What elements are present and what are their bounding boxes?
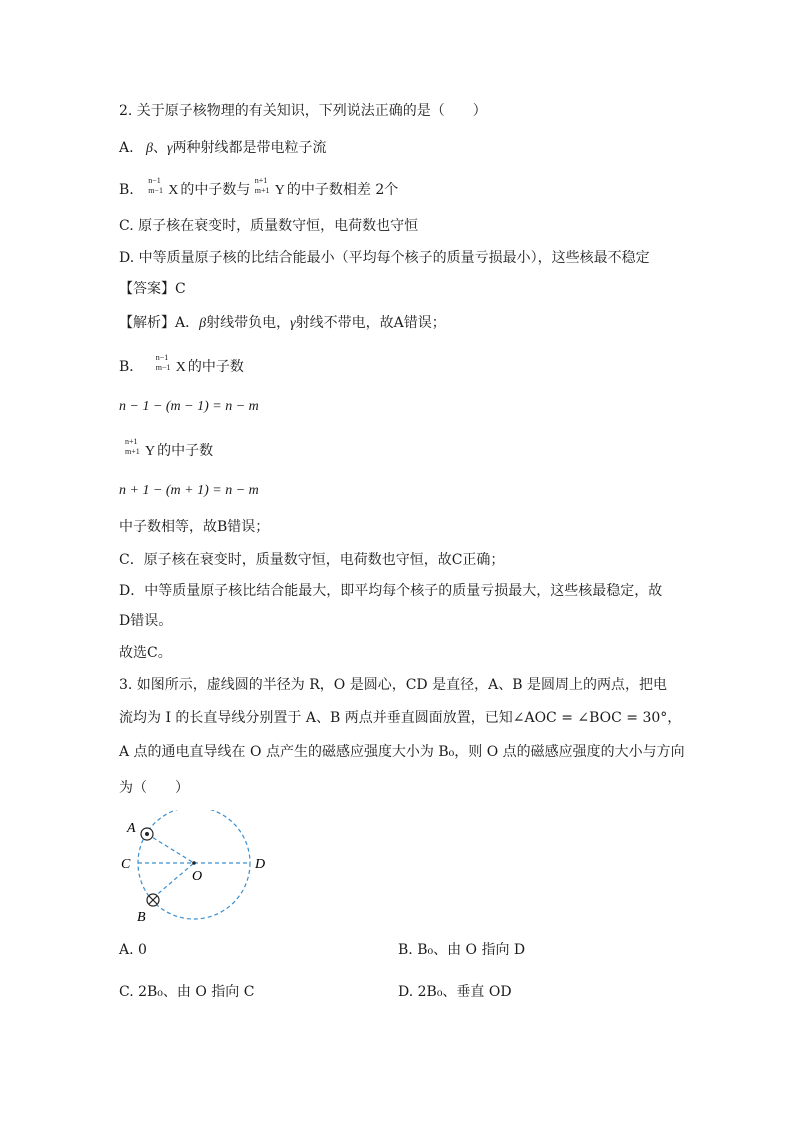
analysis-d-line1: D．中等质量原子核比结合能最大，即平均每个核子的质量亏损最大，这些核最稳定，故 bbox=[119, 583, 663, 599]
q3-option-b: B. B₀、由 O 指向 D bbox=[398, 942, 526, 958]
q2-option-a-label: A. bbox=[119, 140, 134, 156]
radius-oa bbox=[147, 834, 194, 863]
beta-symbol: β bbox=[199, 316, 207, 331]
q3-figure bbox=[115, 810, 280, 925]
analysis-y-tail: 的中子数 bbox=[157, 443, 214, 459]
nuclide-x-charge: m−1 bbox=[155, 363, 171, 372]
label-c: C bbox=[121, 857, 131, 872]
q2-option-a bbox=[119, 138, 327, 159]
analysis-b-conclusion: 中子数相等，故B错误； bbox=[119, 519, 270, 535]
nuclide-x bbox=[148, 176, 179, 201]
label-a: A bbox=[127, 821, 136, 836]
nuclide-x-mass: n−1 bbox=[148, 176, 161, 185]
q2-option-b-mid: 的中子数与 bbox=[180, 182, 251, 198]
q3-stem-line4: 为（ ） bbox=[119, 780, 189, 796]
q3-stem-line3: A 点的通电直导线在 O 点产生的磁感应强度大小为 B₀，则 O 点的磁感应强度的大小与方向 bbox=[119, 744, 685, 760]
nuclide-y-symbol: Y bbox=[145, 444, 156, 459]
nuclide-y-charge: m+1 bbox=[254, 186, 270, 195]
analysis-prefix: 【解析】A． bbox=[119, 315, 200, 331]
nuclide-y-charge: m+1 bbox=[125, 447, 140, 456]
nuclide-x-symbol: X bbox=[168, 183, 179, 198]
analysis-x-tail: 的中子数 bbox=[187, 359, 244, 375]
q2-analysis-a bbox=[119, 313, 446, 334]
analysis-a-tail: 射线不带电，故A错误； bbox=[295, 315, 446, 331]
q2-option-d: D. 中等质量原子核的比结合能最小（平均每个核子的质量亏损最小），这些核最不稳定 bbox=[119, 250, 650, 266]
label-d: D bbox=[255, 857, 266, 872]
radius-ob bbox=[153, 863, 194, 898]
nuclide-y-mass: n+1 bbox=[125, 437, 138, 446]
q2-option-b bbox=[119, 176, 399, 201]
nuclide-x-charge: m−1 bbox=[148, 186, 163, 195]
nuclide-y bbox=[254, 176, 285, 201]
q2-stem: 2. 关于原子核物理的有关知识，下列说法正确的是（ ） bbox=[119, 103, 487, 119]
q2-option-a-text: 两种射线都是带电粒子流 bbox=[172, 140, 327, 156]
label-b: B bbox=[137, 910, 146, 925]
q3-stem-line2: 流均为 I 的长直导线分别置于 A、B 两点并垂直圆面放置，已知∠AOC = ∠BOC = 30°， bbox=[119, 710, 682, 726]
q3-option-c: C. 2B₀、由 O 指向 C bbox=[119, 984, 255, 1000]
equation-x-neutrons: n − 1 − (m − 1) = n − m bbox=[119, 399, 259, 414]
q3-option-d: D. 2B₀、垂直 OD bbox=[398, 984, 512, 1000]
gamma-symbol: γ bbox=[167, 141, 173, 156]
current-in-icon bbox=[147, 894, 159, 906]
analysis-choose: 故选C。 bbox=[119, 645, 172, 661]
q2-answer: 【答案】C bbox=[119, 281, 186, 297]
analysis-b-label: B． bbox=[119, 359, 144, 375]
q2-analysis-b-x bbox=[119, 353, 244, 378]
center-dot bbox=[192, 861, 196, 865]
separator: 、 bbox=[153, 140, 167, 156]
beta-symbol: β bbox=[146, 141, 153, 156]
equation-y-neutrons: n + 1 − (m + 1) = n − m bbox=[119, 483, 259, 498]
nuclide-y-mass: n+1 bbox=[254, 176, 268, 185]
gamma-symbol: γ bbox=[290, 316, 296, 331]
q3-stem-line1: 3. 如图所示，虚线圆的半径为 R，O 是圆心，CD 是直径，A、B 是圆周上的两点，把电 bbox=[119, 677, 667, 693]
nuclide-y-symbol: Y bbox=[274, 183, 285, 198]
q2-option-b-label: B. bbox=[119, 182, 134, 198]
q2-option-c: C. 原子核在衰变时，质量数守恒，电荷数也守恒 bbox=[119, 218, 419, 234]
current-out-icon bbox=[141, 828, 153, 840]
nuclide-x bbox=[155, 353, 186, 378]
q2-analysis-b-y bbox=[119, 437, 214, 462]
q3-option-a: A. 0 bbox=[119, 942, 147, 958]
label-o: O bbox=[192, 869, 203, 884]
analysis-d-line2: D错误。 bbox=[119, 613, 173, 629]
nuclide-y bbox=[125, 437, 156, 462]
nuclide-x-symbol: X bbox=[175, 360, 186, 375]
analysis-a-mid: 射线带负电， bbox=[206, 315, 291, 331]
analysis-c: C．原子核在衰变时，质量数守恒，电荷数也守恒，故C正确； bbox=[119, 552, 505, 568]
nuclide-x-mass: n−1 bbox=[155, 353, 169, 362]
q2-option-b-tail: 的中子数相差 2个 bbox=[286, 182, 399, 198]
